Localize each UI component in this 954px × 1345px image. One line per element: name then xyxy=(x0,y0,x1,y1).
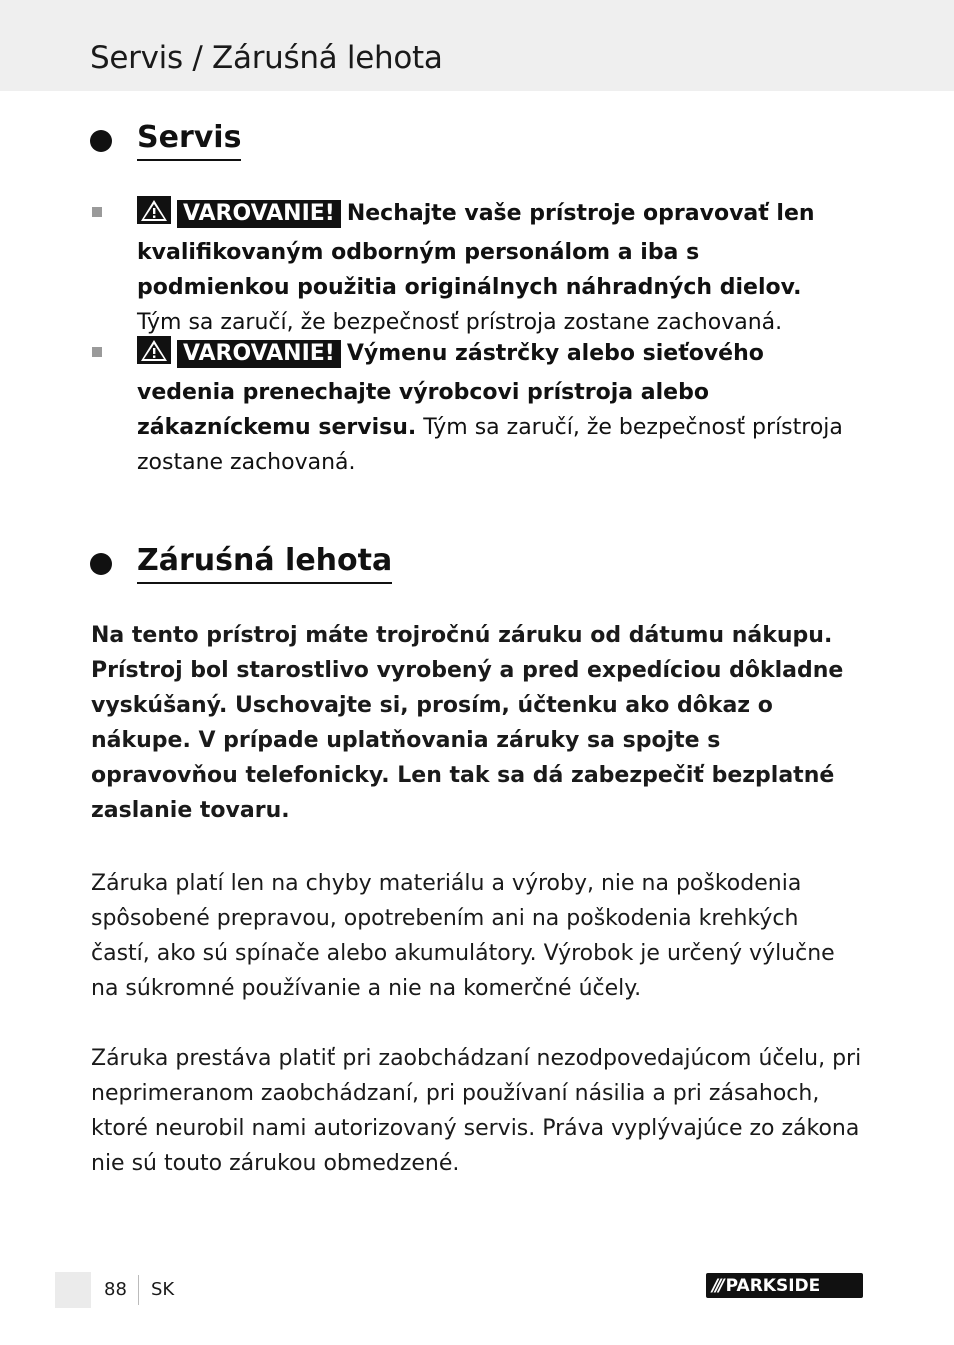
section-heading-warranty xyxy=(90,543,392,584)
warning-bold-text: Nechajte vaše prístroje opravovať len kvalifikovaným odborným personálom a iba s podmienkou použitia originálnych náhradných dielov. xyxy=(137,201,815,300)
section-title-servis: Servis xyxy=(137,120,241,161)
warranty-paragraph-1: Záruka platí len na chyby materiálu a výroby, nie na poškodenia spôsobené prepravou, opotrebením ani na poškodenia krehkých častí, ako sú spínače alebo akumulátory. Výrobok je určený výlučne na súkromné používanie a nie na komerčné účely. xyxy=(91,871,835,1001)
square-bullet-icon xyxy=(92,347,102,357)
language-code: SK xyxy=(151,1279,175,1300)
page-title: Servis / Záruśná lehota xyxy=(90,40,443,76)
list-item-text xyxy=(137,336,852,480)
section-title-warranty: Záruśná lehota xyxy=(137,543,392,584)
list-item xyxy=(92,336,852,480)
footer-divider xyxy=(138,1275,139,1305)
warning-normal-text: Tým sa zaručí, že bezpečnosť prístroja zostane zachovaná. xyxy=(137,415,843,475)
page-number: 88 xyxy=(104,1279,127,1300)
warranty-intro: Na tento prístroj máte trojročnú záruku od dátumu nákupu. Prístroj bol starostlivo vyrobený a pred expedíciou dôkladne vyskúšaný. Uschovajte si, prosím, účtenku ako dôkaz o nákupe. V prípade uplatňovania záruky sa spojte s opravovňou telefonicky. Len tak sa dá zabezpečiť bezplatné zaslanie tovaru. xyxy=(91,623,844,823)
footer-box xyxy=(55,1272,91,1308)
warning-label: VAROVANIE! xyxy=(177,200,341,228)
section-heading-servis xyxy=(90,120,241,161)
square-bullet-icon xyxy=(92,207,102,217)
list-item xyxy=(92,196,852,340)
logo-text: PARKSIDE xyxy=(725,1275,821,1296)
filled-circle-icon xyxy=(90,553,112,575)
warning-triangle-icon xyxy=(137,196,171,235)
warning-normal-text: Tým sa zaručí, že bezpečnosť prístroja zostane zachovaná. xyxy=(137,310,783,335)
warranty-paragraph-2: Záruka prestáva platiť pri zaobchádzaní nezodpovedajúcom účelu, pri neprimeranom zaobchádzaní, pri používaní násilia a pri zásahoch, ktoré neurobil nami autorizovaný servis. Práva vyplývajúce zo zákona nie sú touto zárukou obmedzené. xyxy=(91,1046,862,1176)
warning-bold-text: Výmenu zástrčky alebo sieťového vedenia prenechajte výrobcovi prístroja alebo zákazníckemu servisu. xyxy=(137,341,764,440)
warning-label: VAROVANIE! xyxy=(177,340,341,368)
logo-mark: /// xyxy=(712,1275,722,1296)
warning-triangle-icon xyxy=(137,336,171,375)
list-item-text xyxy=(137,196,852,340)
filled-circle-icon xyxy=(90,130,112,152)
parkside-logo xyxy=(706,1273,863,1298)
